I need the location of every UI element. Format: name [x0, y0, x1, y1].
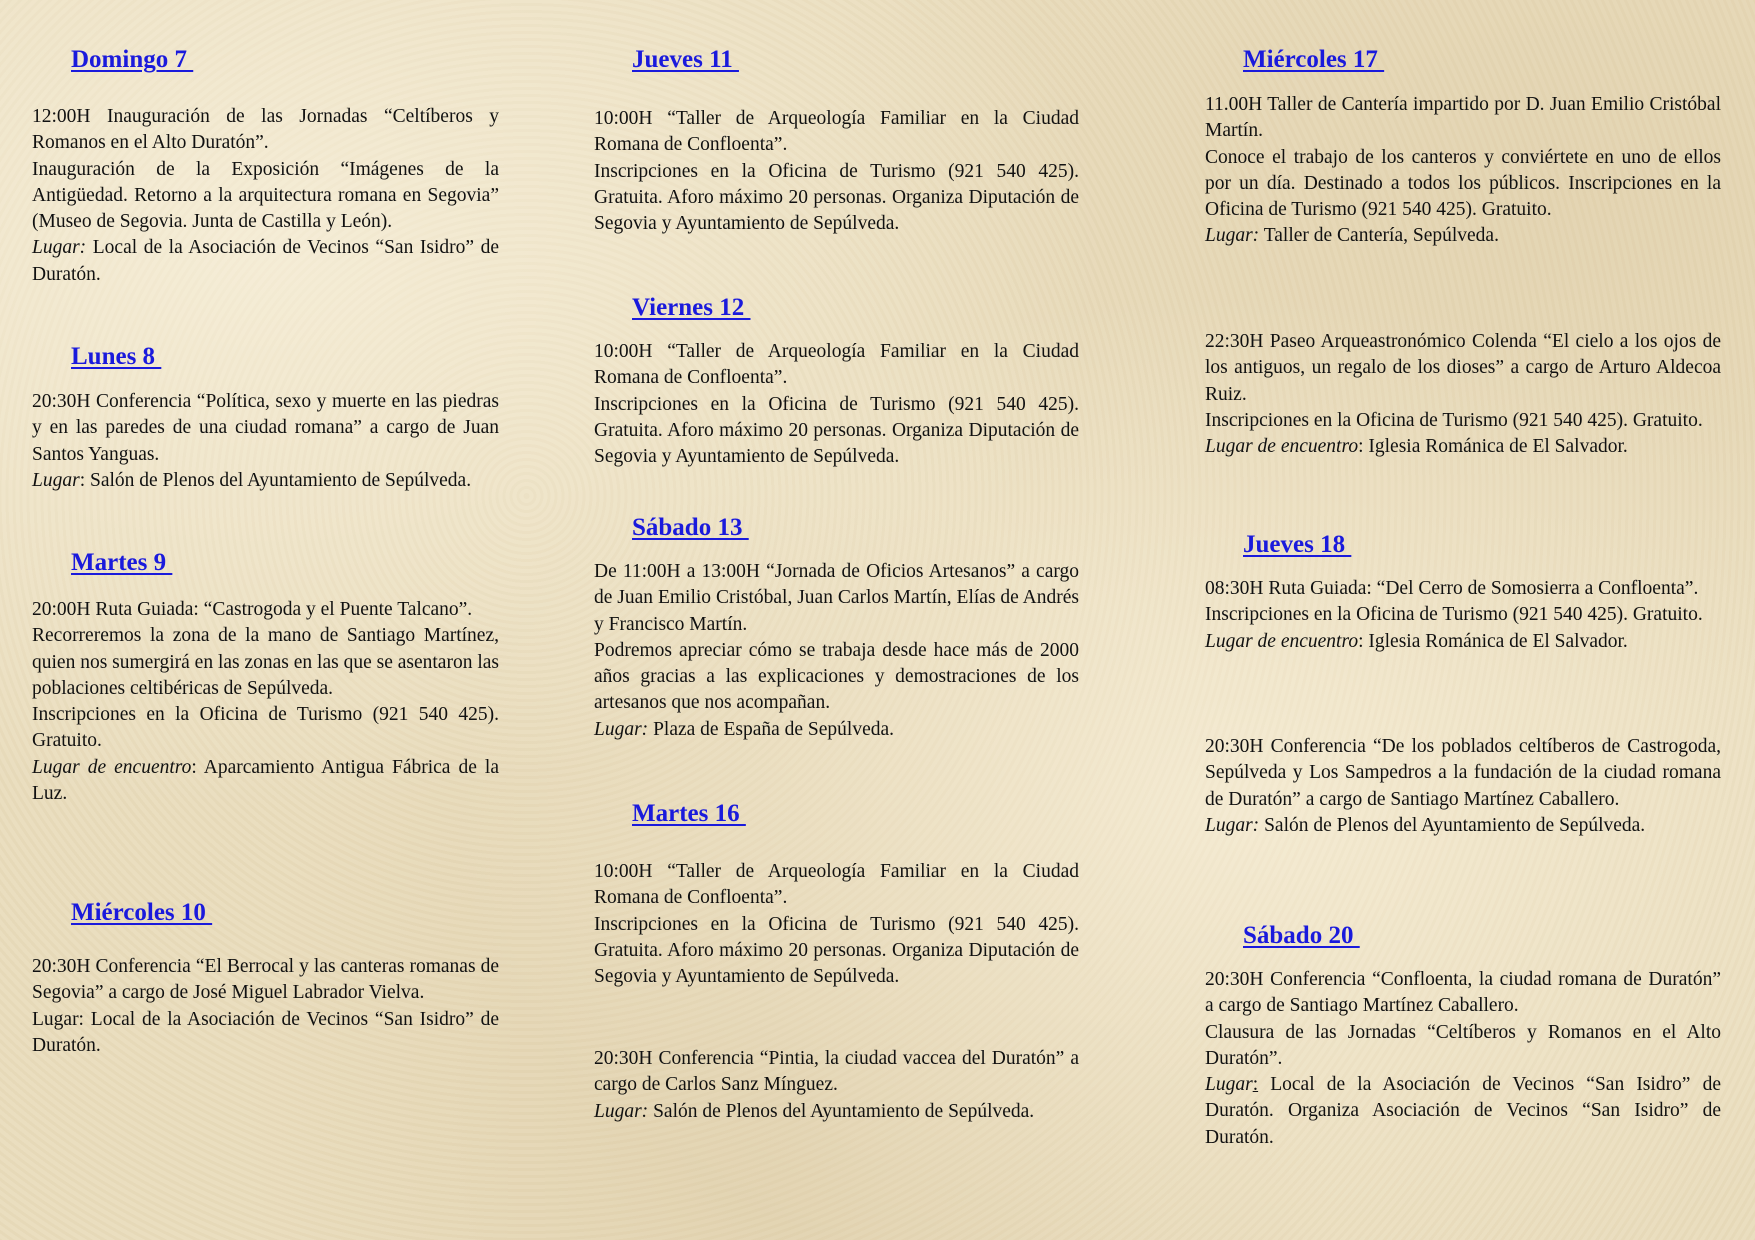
event-text: 20:30H Conferencia “El Berrocal y las canteras romanas de Segovia” a cargo de José Miguel Labrador Vielva.	[32, 956, 499, 1004]
location-value: Local de la Asociación de Vecinos “San Isidro” de Duratón.	[32, 237, 499, 285]
event-block	[594, 1046, 1079, 1125]
location-value: : Iglesia Románica de El Salvador.	[1358, 630, 1628, 652]
event-text: De 11:00H a 13:00H “Jornada de Oficios Artesanos” a cargo de Juan Emilio Cristóbal, Juan Carlos Martín, Elías de Andrés y Francisco Martín.	[594, 561, 1079, 635]
location-value: : Salón de Plenos del Ayuntamiento de Sepúlveda.	[79, 469, 472, 491]
day-heading-lunes-8: Lunes 8	[71, 343, 162, 370]
event-text: 11.00H Taller de Cantería impartido por D. Juan Emilio Cristóbal Martín.	[1205, 94, 1721, 142]
event-text: 22:30H Paseo Arqueastronómico Colenda “El cielo a los ojos de los antiguos, un regalo de los dioses” a cargo de Arturo Aldecoa Ruiz.	[1205, 331, 1721, 405]
event-text: Conoce el trabajo de los canteros y conviértete en uno de ellos por un día. Destinado a todos los públicos. Inscripciones en la Oficina de Turismo (921 540 425). Gratuito.	[1205, 146, 1721, 221]
event-text: 10:00H “Taller de Arqueología Familiar en la Ciudad Romana de Confloenta”.	[594, 861, 1079, 909]
event-text: Recorreremos la zona de la mano de Santiago Martínez, quien nos sumergirá en las zonas en las que se asentaron las poblaciones celtibéricas de Sepúlveda.	[32, 625, 499, 699]
event-text: 20:30H Conferencia “Pintia, la ciudad vaccea del Duratón” a cargo de Carlos Sanz Mínguez.	[594, 1048, 1079, 1096]
event-text: 20:30H Conferencia “Confloenta, la ciudad romana de Duratón” a cargo de Santiago Martínez Caballero.	[1205, 969, 1721, 1017]
event-block	[1205, 576, 1721, 655]
event-text: Lugar: Local de la Asociación de Vecinos “San Isidro” de Duratón.	[32, 1008, 499, 1056]
day-heading-jueves-11: Jueves 11	[632, 46, 739, 73]
event-block	[1205, 734, 1721, 839]
event-location	[1205, 629, 1721, 655]
location-label: Lugar:	[1205, 814, 1260, 836]
location-value: Taller de Cantería, Sepúlveda.	[1259, 225, 1499, 247]
day-heading-miercoles-10: Miércoles 10	[71, 899, 213, 926]
event-block	[32, 954, 499, 1059]
event-block	[32, 597, 499, 807]
event-location	[32, 468, 499, 494]
event-location	[1205, 1072, 1721, 1151]
event-block	[594, 559, 1079, 743]
event-text: Inauguración de la Exposición “Imágenes de la Antigüedad. Retorno a la arquitectura romana en Segovia” (Museo de Segovia. Junta de Castilla y León).	[32, 158, 499, 233]
event-block	[594, 339, 1079, 470]
event-text: 08:30H Ruta Guiada: “Del Cerro de Somosierra a Confloenta”.	[1205, 578, 1699, 599]
location-label: Lugar:	[594, 1100, 649, 1122]
location-value: Local de la Asociación de Vecinos “San Isidro” de Duratón. Organiza Asociación de Vecinos “San Isidro” de Duratón.	[1205, 1074, 1721, 1148]
location-value: : Iglesia Románica de El Salvador.	[1358, 436, 1628, 458]
location-value: : Aparcamiento Antigua Fábrica de la Luz.	[32, 756, 499, 805]
day-heading-sabado-20: Sábado 20	[1243, 922, 1360, 949]
event-text: Inscripciones en la Oficina de Turismo (921 540 425). Gratuita. Aforo máximo 20 personas. Organiza Diputación de Segovia y Ayuntamiento de Sepúlveda.	[594, 913, 1079, 988]
location-colon: :	[1252, 1074, 1259, 1096]
day-heading-domingo-7: Domingo 7	[71, 46, 194, 73]
day-heading-jueves-18: Jueves 18	[1243, 531, 1352, 558]
event-location	[1205, 434, 1721, 460]
event-location	[1205, 223, 1721, 249]
event-location	[1205, 813, 1721, 839]
day-heading-martes-9: Martes 9	[71, 549, 173, 576]
event-text: Podremos apreciar cómo se trabaja desde hace más de 2000 años gracias a las explicaciones y demostraciones de los artesanos que nos acompañan.	[594, 639, 1079, 714]
event-location	[594, 1099, 1079, 1125]
location-label: Lugar:	[32, 237, 87, 259]
location-label: Lugar de encuentro	[32, 756, 192, 778]
location-label: Lugar	[32, 469, 80, 491]
event-location	[32, 755, 499, 808]
event-block	[594, 106, 1079, 237]
day-heading-martes-16: Martes 16	[632, 800, 746, 827]
event-text: Inscripciones en la Oficina de Turismo (921 540 425). Gratuita. Aforo máximo 20 personas. Organiza Diputación de Segovia y Ayuntamiento de Sepúlveda.	[594, 160, 1079, 235]
event-text: Clausura de las Jornadas “Celtíberos y Romanos en el Alto Duratón”.	[1205, 1021, 1721, 1069]
event-text: Inscripciones en la Oficina de Turismo (921 540 425). Gratuita. Aforo máximo 20 personas. Organiza Diputación de Segovia y Ayuntamiento de Sepúlveda.	[594, 393, 1079, 468]
event-text: 20:30H Conferencia “De los poblados celtíberos de Castrogoda, Sepúlveda y Los Sampedros a la fundación de la ciudad romana de Duratón” a cargo de Santiago Martínez Caballero.	[1205, 736, 1721, 810]
event-location	[594, 717, 1079, 743]
event-text: Inscripciones en la Oficina de Turismo (921 540 425). Gratuito.	[1205, 604, 1703, 626]
location-label: Lugar de encuentro	[1205, 436, 1359, 458]
event-text: Inscripciones en la Oficina de Turismo (921 540 425). Gratuito.	[1205, 409, 1703, 431]
event-block	[1205, 92, 1721, 250]
location-label: Lugar de encuentro	[1205, 630, 1359, 652]
event-text: 10:00H “Taller de Arqueología Familiar en la Ciudad Romana de Confloenta”.	[594, 341, 1079, 389]
day-heading-miercoles-17: Miércoles 17	[1243, 46, 1385, 73]
event-text: 20:00H Ruta Guiada: “Castrogoda y el Puente Talcano”.	[32, 599, 473, 620]
event-text: 12:00H Inauguración de las Jornadas “Celtíberos y Romanos en el Alto Duratón”.	[32, 106, 499, 154]
event-block	[1205, 329, 1721, 460]
location-value: Plaza de España de Sepúlveda.	[648, 718, 895, 740]
event-block	[594, 859, 1079, 990]
event-text: 10:00H “Taller de Arqueología Familiar en la Ciudad Romana de Confloenta”.	[594, 108, 1079, 156]
event-block	[1205, 967, 1721, 1151]
location-value: Salón de Plenos del Ayuntamiento de Sepúlveda.	[1259, 814, 1646, 836]
day-heading-viernes-12: Viernes 12	[632, 294, 751, 321]
event-block	[32, 389, 499, 494]
event-text: 20:30H Conferencia “Política, sexo y muerte en las piedras y en las paredes de una ciudad romana” a cargo de Juan Santos Yanguas.	[32, 391, 499, 465]
event-location	[32, 235, 499, 288]
location-label: Lugar	[1205, 1074, 1253, 1096]
day-heading-sabado-13: Sábado 13	[632, 514, 749, 541]
event-block	[32, 104, 499, 288]
location-label: Lugar:	[1205, 225, 1260, 247]
location-value: Salón de Plenos del Ayuntamiento de Sepúlveda.	[648, 1100, 1035, 1122]
event-text: Inscripciones en la Oficina de Turismo (921 540 425). Gratuito.	[32, 704, 499, 752]
location-label: Lugar:	[594, 718, 649, 740]
